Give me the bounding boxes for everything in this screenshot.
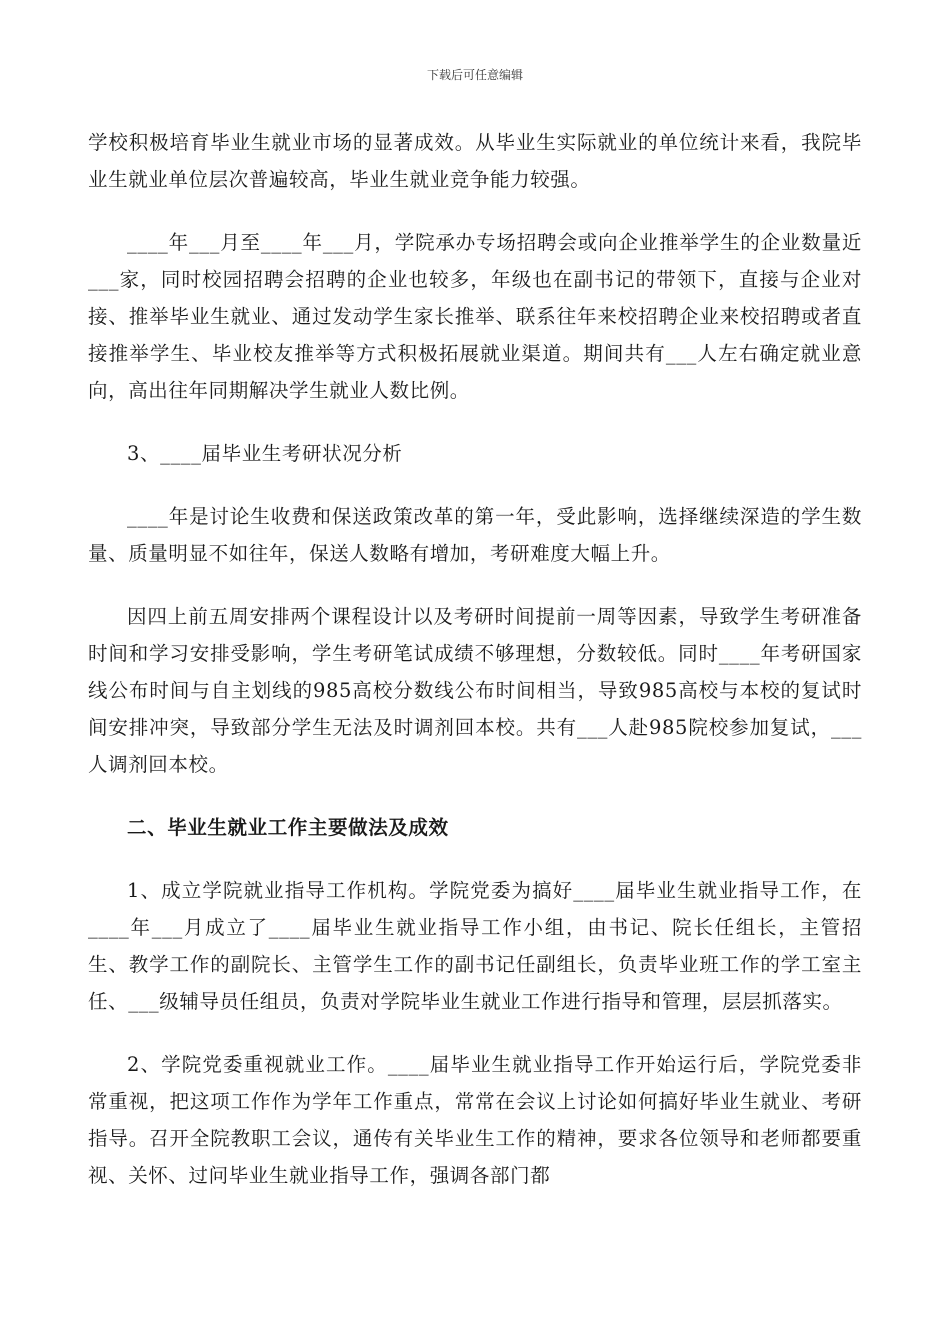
paragraph-employment-results: 学校积极培育毕业生就业市场的显著成效。从毕业生实际就业的单位统计来看，我院毕业生就业单位层次普遍较高，毕业生就业竞争能力较强。: [88, 131, 862, 191]
paragraph-exam-factors: 因四上前五周安排两个课程设计以及考研时间提前一周等因素，导致学生考研准备时间和学习安排受影响，学生考研笔试成绩不够理想，分数较低。同时____年考研国家线公布时间与自主划线的985高校分数线公布时间相当，导致985高校与本校的复试时间安排冲突，导致部分学生无法及时调剂回本校。共有___人赴985院校参加复试，___人调剂回本校。: [88, 605, 862, 776]
paragraph-party-committee: 2、学院党委重视就业工作。____届毕业生就业指导工作开始运行后，学院党委非常重视，把这项工作作为学年工作重点，常常在会议上讨论如何搞好毕业生就业、考研指导。召开全院教职工会议，通传有关毕业生工作的精神，要求各位领导和老师都要重视、关怀、过问毕业生就业指导工作，强调各部门都: [88, 1053, 862, 1187]
section-heading-measures: 二、毕业生就业工作主要做法及成效: [127, 816, 449, 839]
paragraph-recruitment-stats: ____年___月至____年___月，学院承办专场招聘会或向企业推举学生的企业数量近___家，同时校园招聘会招聘的企业也较多，年级也在副书记的带领下，直接与企业对接、推举毕业生就业、通过发动学生家长推举、联系往年来校招聘企业来校招聘或者直接推举学生、毕业校友推举等方式积极拓展就业渠道。期间共有___人左右确定就业意向，高出往年同期解决学生就业人数比例。: [88, 231, 862, 402]
paragraph-guidance-organization: 1、成立学院就业指导工作机构。学院党委为搞好____届毕业生就业指导工作，在____年___月成立了____届毕业生就业指导工作小组，由书记、院长任组长，主管招生、教学工作的副院长、主管学生工作的副书记任副组长，负责毕业班工作的学工室主任、___级辅导员任组员，负责对学院毕业生就业工作进行指导和管理，层层抓落实。: [88, 879, 862, 1013]
document-body: [88, 124, 862, 1220]
subheading-postgraduate-analysis: 3、____届毕业生考研状况分析: [127, 442, 403, 465]
paragraph-policy-reform: ____年是讨论生收费和保送政策改革的第一年，受此影响，选择继续深造的学生数量、质量明显不如往年，保送人数略有增加，考研难度大幅上升。: [88, 505, 862, 565]
page-header-note: 下载后可任意编辑: [426, 68, 523, 82]
